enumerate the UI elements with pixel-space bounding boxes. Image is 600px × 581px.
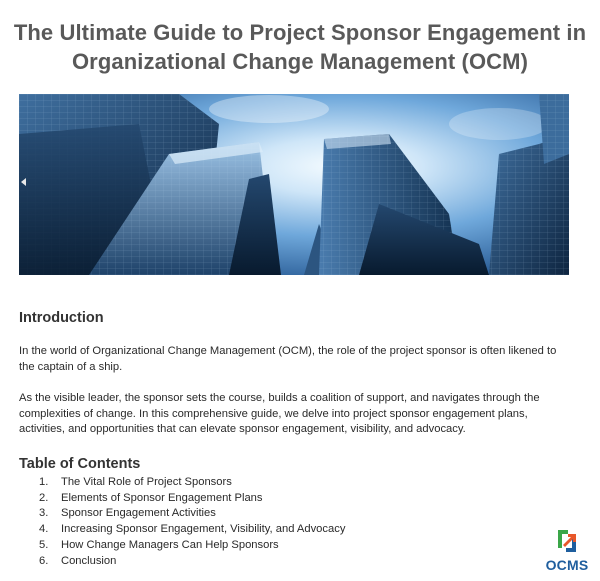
hero-image	[19, 94, 569, 275]
ocms-logo-mark-icon	[555, 527, 579, 555]
page-title-line-2: Organizational Change Management (OCM)	[71, 49, 529, 74]
intro-paragraph-2: As the visible leader, the sponsor sets the course, builds a coalition of support, and navigates through the complexities of change. In this comprehensive guide, we delve into project sponsor engagement plans, activities, and opportunities that can elevate sponsor engagement, visibility, and advocacy.	[19, 392, 540, 435]
toc-item-label: Increasing Sponsor Engagement, Visibility, and Advocacy	[61, 523, 346, 536]
skyscrapers-illustration	[19, 94, 569, 275]
intro-paragraph-1: In the world of Organizational Change Management (OCM), the role of the project sponsor is often likened to the captain of a ship.	[19, 345, 557, 373]
toc-item-number: 6.	[39, 554, 49, 567]
toc-item[interactable]	[39, 491, 345, 507]
toc-item[interactable]	[39, 554, 345, 570]
toc-item-number: 4.	[39, 523, 49, 536]
introduction-heading: Introduction	[19, 310, 104, 326]
toc-item-label: Conclusion	[61, 554, 117, 567]
toc-item-number: 3.	[39, 507, 49, 520]
page-title	[0, 18, 600, 76]
toc-item-number: 2.	[39, 491, 49, 504]
toc-item-label: Elements of Sponsor Engagement Plans	[61, 491, 263, 504]
toc-heading: Table of Contents	[19, 456, 141, 472]
toc-item[interactable]	[39, 475, 345, 491]
ocms-logo-text: OCMS	[545, 557, 589, 573]
toc-item-number: 5.	[39, 538, 49, 551]
toc-item[interactable]	[39, 538, 345, 554]
toc-item[interactable]	[39, 506, 345, 522]
page-title-line-1: The Ultimate Guide to Project Sponsor Engagement in	[13, 20, 587, 45]
toc-item-label: Sponsor Engagement Activities	[61, 507, 216, 520]
ocms-logo	[543, 527, 591, 577]
toc-item-label: The Vital Role of Project Sponsors	[61, 476, 232, 488]
toc-item[interactable]	[39, 522, 345, 538]
toc-list	[39, 475, 345, 569]
toc-item-number: 1.	[39, 476, 49, 488]
carousel-prev-arrow-icon[interactable]	[21, 178, 26, 186]
toc-item-label: How Change Managers Can Help Sponsors	[61, 538, 279, 551]
